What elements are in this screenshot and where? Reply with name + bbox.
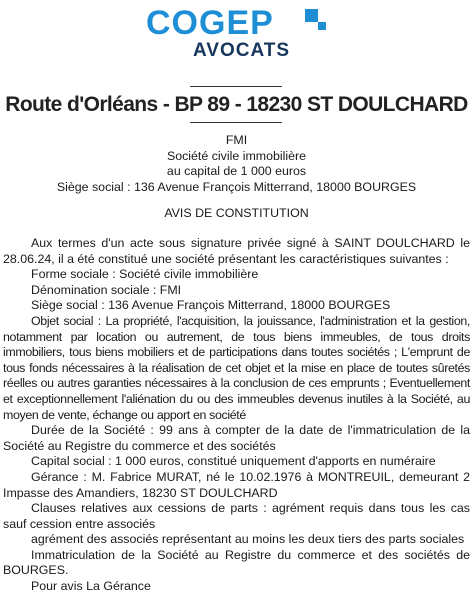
company-capital: au capital de 1 000 euros: [166, 164, 307, 179]
logo-small-square-icon: [318, 22, 326, 30]
notice-paragraph-legal-form: Forme sociale : Société civile immobilière: [31, 267, 259, 282]
company-form: Société civile immobilière: [166, 148, 307, 163]
notice-paragraph-capital: Capital social : 1 000 euros, constitué uniquement d'apports en numéraire: [31, 454, 436, 469]
notice-paragraph-duration: Durée de la Société : 99 ans à compter de la date de l'immatriculation de la Société au Registre du commerce et des sociétés: [3, 423, 470, 453]
notice-paragraph-share-transfers: Clauses relatives aux cessions de parts : agrément requis dans tous les cas sauf cession entre associés: [3, 501, 470, 531]
top-divider: [190, 86, 282, 87]
firm-address: Route d'Orléans - BP 89 - 18230 ST DOULCHARD: [5, 93, 468, 116]
notice-paragraph-registration: Immatriculation de la Société au Registre du commerce et des sociétés de BOURGES.: [3, 547, 470, 578]
notice-paragraph-signature: Pour avis La Gérance: [31, 579, 151, 594]
notice-title: AVIS DE CONSTITUTION: [164, 206, 309, 220]
notice-paragraph-company-name: Dénomination sociale : FMI: [31, 282, 182, 297]
logo-brand-name: COGEP: [146, 4, 274, 42]
cogep-logo: [0, 4, 473, 62]
logo-square-icon: [305, 9, 318, 22]
company-name: FMI: [225, 133, 248, 147]
notice-paragraph-purpose: Objet social : La propriété, l'acquisition, la jouissance, l'administration et la gestion, notamment par location ou autrement, de tous biens immeubles, de tous droits immobiliers, tous biens mobiliers et de participations dans toutes sociétés ; L'emprunt de tous fonds nécessaires à la réalisation de cet objet et la mise en place de toutes sûretés réelles ou autres garanties nécessaires à la conclusion de ces emprunts ; Eventuellement et exceptionnellement l'aliénation du ou des immeubles devenus inutiles à la Société, au moyen de vente, échange ou apport en société: [3, 313, 470, 422]
logo-subtitle: AVOCATS: [193, 40, 291, 61]
notice-paragraph-registered-office: Siège social : 136 Avenue François Mitterrand, 18000 BOURGES: [31, 298, 391, 313]
notice-paragraph-management: Gérance : M. Fabrice MURAT, né le 10.02.1976 à MONTREUIL, demeurant 2 Impasse des Amandiers, 18230 ST DOULCHARD: [3, 469, 470, 500]
notice-body: [3, 236, 470, 595]
company-block: [0, 133, 473, 195]
logo-mark: [146, 6, 330, 62]
company-seat: Siège social : 136 Avenue François Mitterrand, 18000 BOURGES: [56, 179, 417, 194]
notice-paragraph-intro: Aux termes d'un acte sous signature privée signé à SAINT DOULCHARD le 28.06.24, il a été constitué une société présentant les caractéristiques suivantes :: [3, 236, 470, 266]
notice-paragraph-approval: agrément des associés représentant au moins les deux tiers des parts sociales: [31, 532, 465, 547]
bottom-divider: [190, 122, 282, 123]
